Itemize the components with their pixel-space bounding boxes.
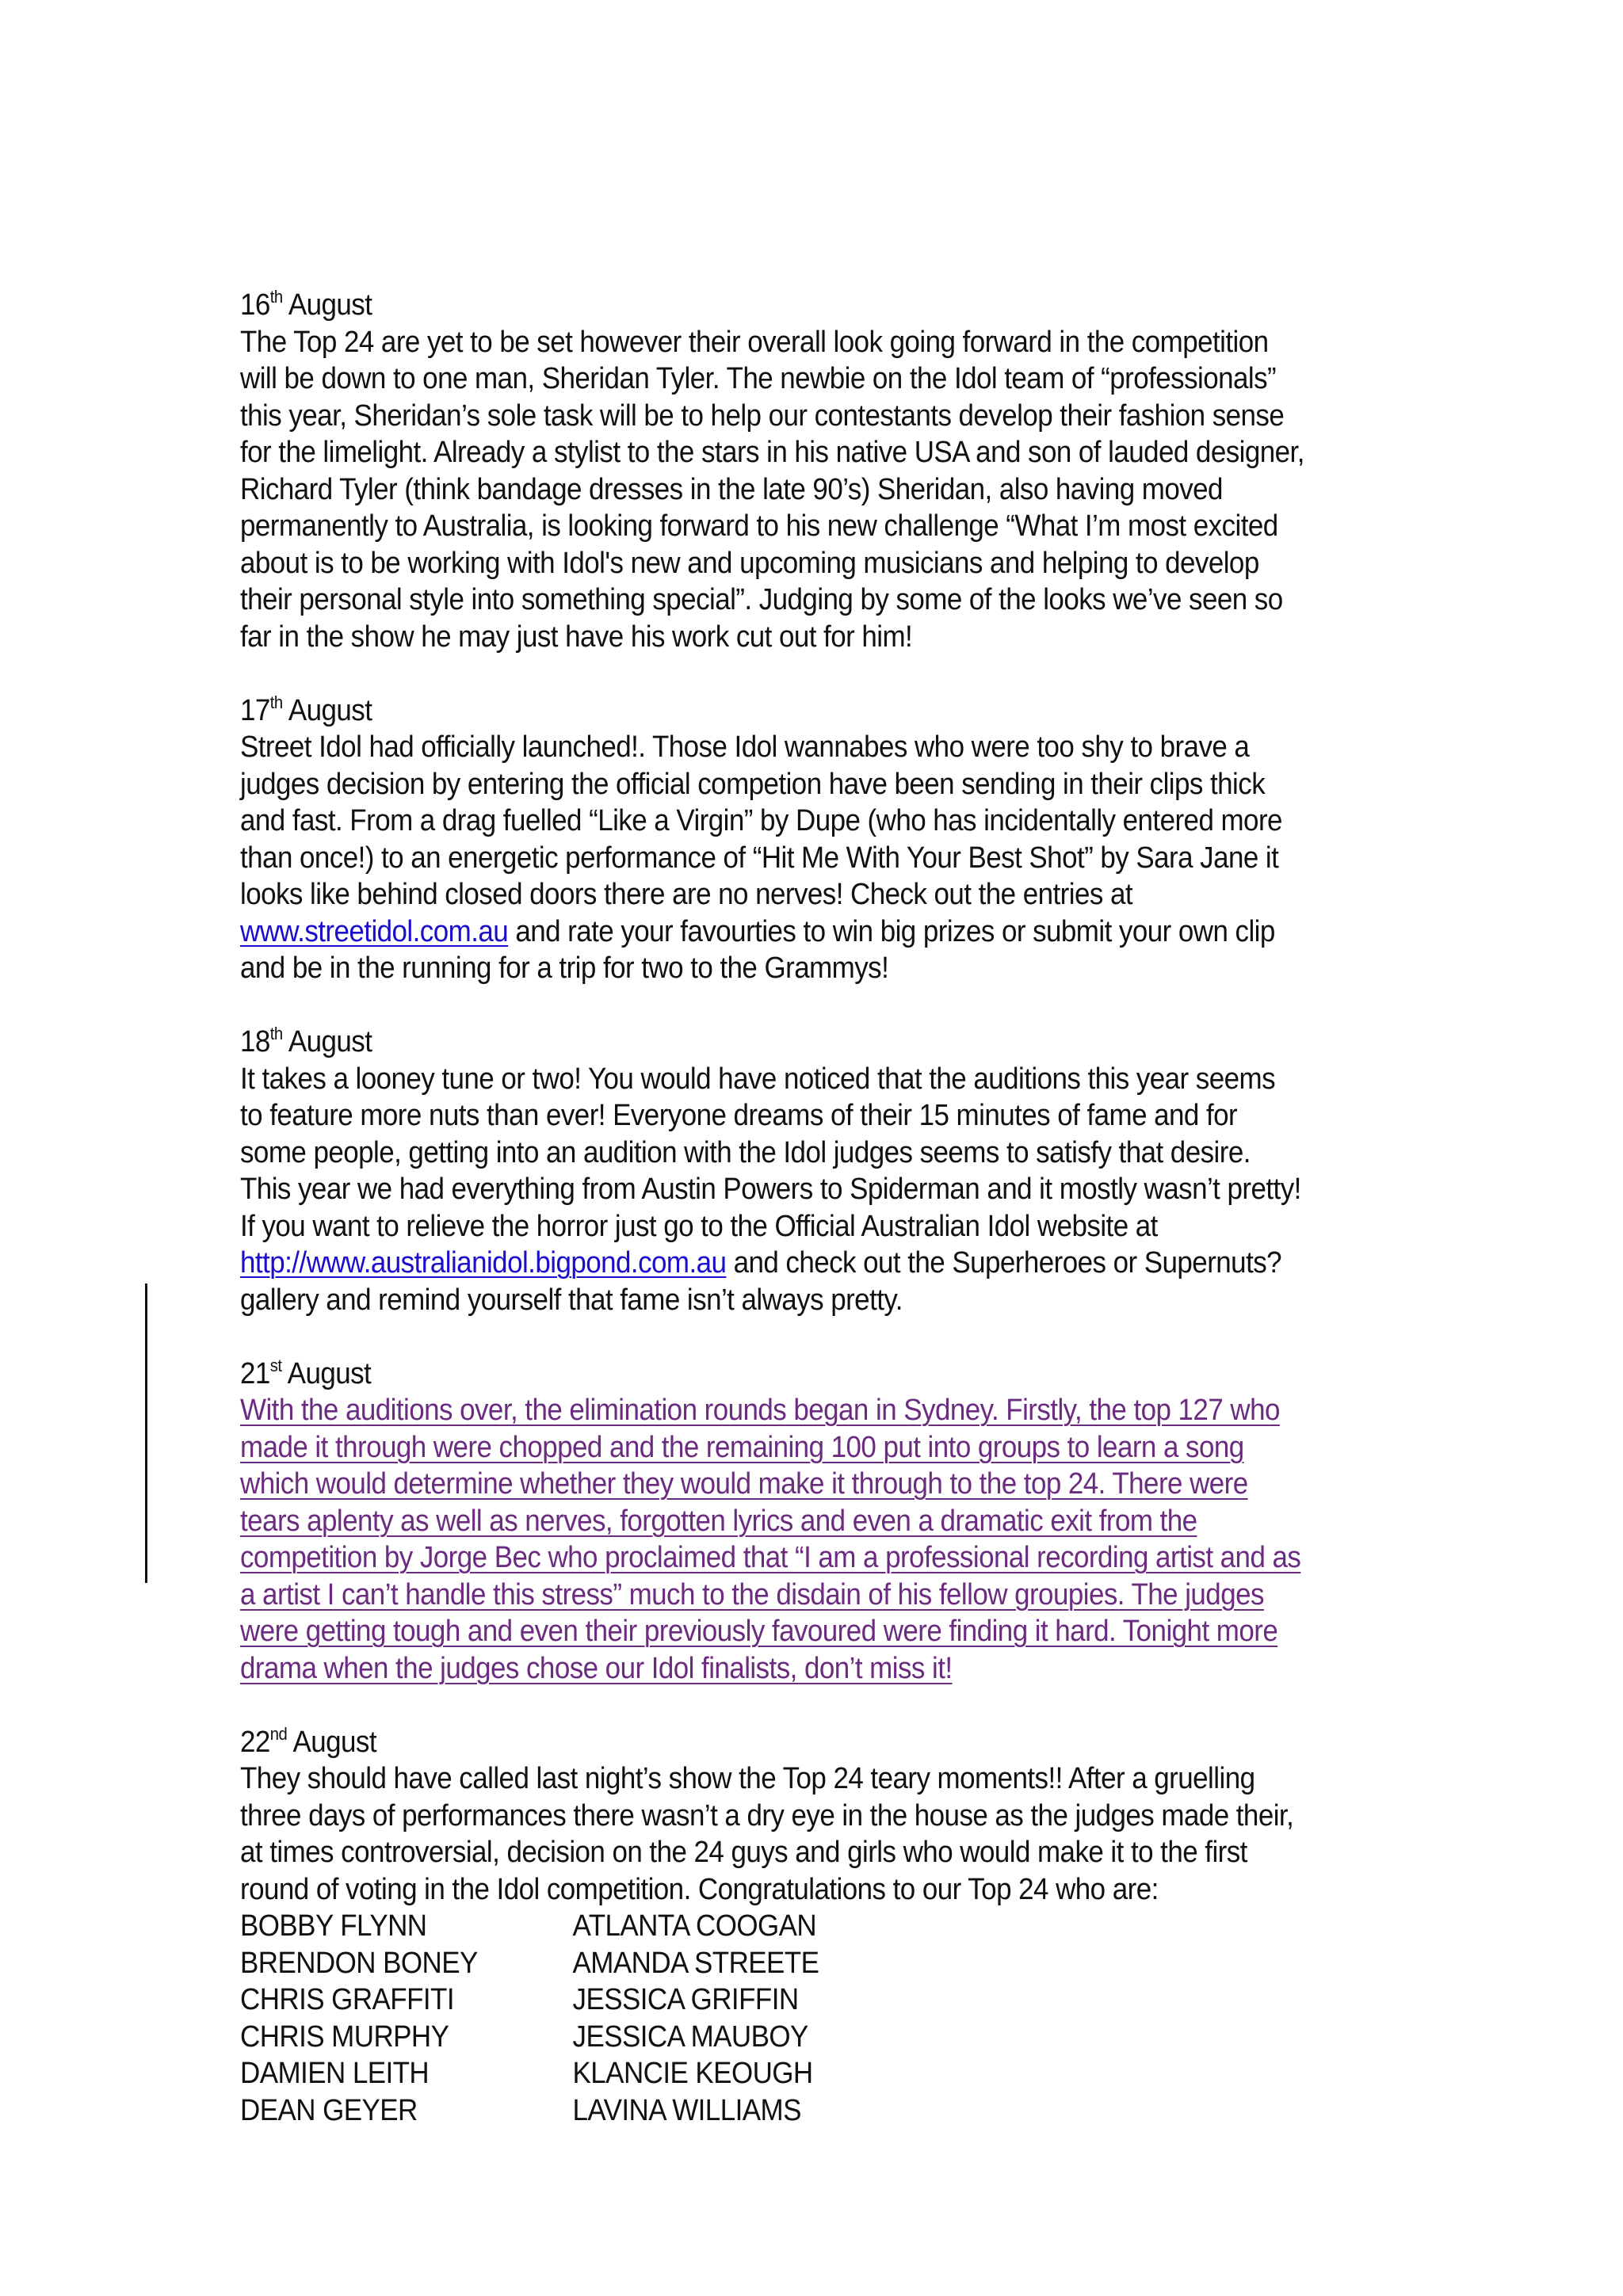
blog-entry: [240, 287, 1304, 655]
blog-entry: [240, 692, 1304, 987]
date-suffix: th: [269, 1024, 283, 1043]
blog-entry: [240, 1024, 1304, 1318]
body-text: and check out the Superheroes or Supernuts? gallery and remind yourself that fame isn’t always pretty.: [240, 1246, 1282, 1317]
entry-date: [240, 692, 1304, 730]
blog-entry: [240, 1724, 1304, 2130]
entry-body: [240, 1392, 1304, 1687]
body-text: Street Idol had officially launched!. Those Idol wannabes who were too shy to brave a judges decision by entering the official competion have been sending in their clips thick and fast. From a drag fuelled “Like a Virgin” by Dupe (who has incidentally entered more than once!) to an energetic performance of “Hit Me With Your Best Shot” by Sara Jane it looks like behind closed doors there are no nerves! Check out the entries at: [240, 730, 1282, 911]
date-day: 21: [240, 1356, 270, 1390]
date-suffix: nd: [269, 1723, 288, 1744]
entry-body: [240, 1760, 1304, 1908]
date-day: 22: [240, 1725, 270, 1759]
date-month: August: [292, 1725, 376, 1759]
date-month: August: [288, 288, 372, 322]
entry-link[interactable]: http://www.australianidol.bigpond.com.au: [240, 1246, 727, 1280]
date-day: 16: [240, 288, 270, 322]
date-suffix: st: [269, 1355, 282, 1375]
contestant-name: CHRIS MURPHY: [240, 2019, 449, 2054]
contestant-name: AMANDA STREETE: [572, 1946, 819, 1980]
entry-date: [240, 287, 1304, 324]
date-suffix: th: [269, 287, 283, 307]
contestant-name: BOBBY FLYNN: [240, 1909, 427, 1943]
entry-date: [240, 1356, 1304, 1393]
date-month: August: [288, 1025, 372, 1058]
date-day: 18: [240, 1025, 270, 1058]
body-text: It takes a looney tune or two! You would have noticed that the auditions this year seems to feature more nuts than ever! Everyone dreams of their 15 minutes of fame and for some people, getting into an audition with the Idol judges seems to satisfy that desire. This year we had everything from Austin Powers to Spiderman and it mostly wasn’t pretty! If you want to relieve the horror just go to the Official Australian Idol website at: [240, 1062, 1301, 1243]
contestant-name: DEAN GEYER: [240, 2093, 418, 2127]
entry-link[interactable]: www.streetidol.com.au: [240, 914, 509, 948]
contestant-name: JESSICA MAUBOY: [572, 2019, 808, 2054]
revision-change-bar: [145, 1283, 147, 1583]
contestant-name: DAMIEN LEITH: [240, 2057, 430, 2090]
contestant-name: CHRIS GRAFFITI: [240, 1983, 455, 2016]
body-text: They should have called last night’s show the Top 24 teary moments!! After a gruelling three days of performances there wasn’t a dry eye in the house as the judges made their, at times controversial, decision on the 24 guys and girls who would make it to the first round of voting in the Idol competition. Congratulations to our Top 24 who are:: [240, 1762, 1294, 1906]
entry-date: [240, 1024, 1304, 1061]
contestant-name: KLANCIE KEOUGH: [572, 2057, 813, 2090]
contestant-name: JESSICA GRIFFIN: [572, 1983, 799, 2016]
blog-entries: [240, 287, 1304, 2166]
contestant-name: BRENDON BONEY: [240, 1946, 478, 1980]
contestant-name: LAVINA WILLIAMS: [572, 2093, 801, 2127]
date-suffix: th: [269, 692, 283, 712]
entry-body: [240, 729, 1304, 987]
date-day: 17: [240, 693, 270, 727]
entry-body: [240, 324, 1304, 656]
entry-body: [240, 1061, 1304, 1319]
date-month: August: [288, 693, 372, 727]
date-month: August: [287, 1356, 372, 1390]
blog-entry: [240, 1356, 1304, 1688]
revised-text: With the auditions over, the elimination rounds began in Sydney. Firstly, the top 127 who made it through were chopped and the remaining 100 put into groups to learn a song which would determine whether they would make it through to the top 24. There were tears aplenty as well as nerves, forgotten lyrics and even a dramatic exit from the competition by Jorge Bec who proclaimed that “I am a professional recording artist and as a artist I can’t handle this stress” much to the disdain of his fellow groupies. The judges were getting tough and even their previously favoured were finding it hard. Tonight more drama when the judges chose our Idol finalists, don’t miss it!: [240, 1394, 1301, 1685]
body-text: The Top 24 are yet to be set however their overall look going forward in the competition will be down to one man, Sheridan Tyler. The newbie on the Idol team of “professionals” this year, Sheridan’s sole task will be to help our contestants develop their fashion sense for the limelight. Already a stylist to the stars in his native USA and son of lauded designer, Richard Tyler (think bandage dresses in the late 90’s) Sheridan, also having moved permanently to Australia, is looking forward to his new challenge “What I’m most excited about is to be working with Idol's new and upcoming musicians and helping to develop their personal style into something special”. Judging by some of the looks we’ve seen so far in the show he may just have his work cut out for him!: [240, 325, 1304, 654]
body-text: and rate your favourties to win big prizes or submit your own clip and be in the running for a trip for two to the Grammys!: [240, 914, 1275, 985]
top24-list: [240, 1908, 1304, 2129]
entry-date: [240, 1724, 1304, 1761]
contestant-name: ATLANTA COOGAN: [572, 1909, 817, 1943]
